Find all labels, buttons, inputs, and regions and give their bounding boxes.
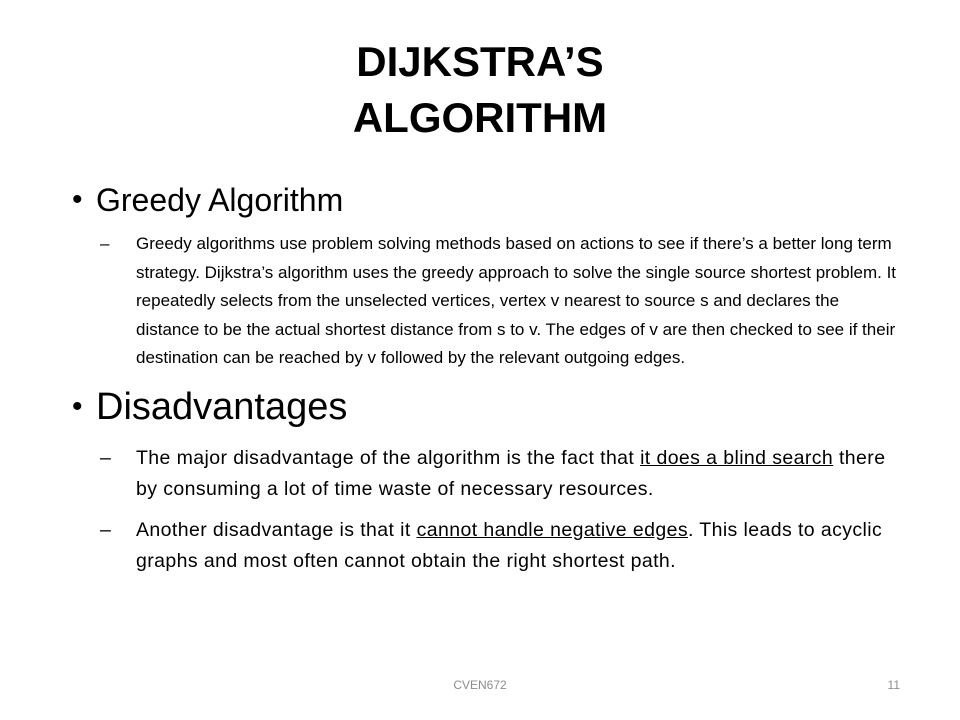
dash-marker: – <box>100 234 110 253</box>
title-line-2: ALGORITHM <box>352 94 608 141</box>
underlined-phrase: it does a blind search <box>640 446 834 469</box>
section-disadvantages <box>72 379 902 577</box>
sub-bullet-text <box>136 515 902 577</box>
section-heading: Disadvantages <box>96 385 348 428</box>
bullet-dot: • <box>72 389 83 423</box>
dash-marker: – <box>100 518 112 541</box>
bullet-disadvantages <box>72 379 902 435</box>
dash-marker: – <box>100 446 112 469</box>
sub-bullet-text <box>136 443 902 505</box>
sub-bullet-greedy-description <box>72 230 902 373</box>
paragraph-text: Greedy algorithms use problem solving methods based on actions to see if there’s a better long term strategy. Dijkstra’s algorithm uses the greedy approach to solve the single source shortest problem. It repeatedly selects from the unselected vertices, vertex v nearest to source s and declares the distance to be the actual shortest distance from s to v. The edges of v are then checked to see if their destination can be reached by v followed by the relevant outgoing edges. <box>136 234 897 367</box>
section-greedy <box>72 172 902 373</box>
bullet-greedy-algorithm <box>72 172 902 228</box>
text-before: Another disadvantage is that it <box>136 518 417 541</box>
bullet-dot: • <box>72 183 83 216</box>
text-before: The major disadvantage of the algorithm is the fact that <box>136 446 641 469</box>
section-heading: Greedy Algorithm <box>96 182 344 218</box>
content-area <box>72 172 902 577</box>
text-after: . This leads to acyclic graphs and most often cannot obtain the right shortest path. <box>136 518 883 572</box>
title-line-1: DIJKSTRA’S <box>356 38 604 85</box>
slide-title <box>0 34 960 146</box>
sub-bullet-blind-search <box>72 443 902 505</box>
page-number: 11 <box>887 678 900 692</box>
footer-course-code: CVEN672 <box>453 678 507 692</box>
underlined-phrase: cannot handle negative edges <box>416 518 688 541</box>
sub-bullet-negative-edges <box>72 515 902 577</box>
text-after: there by consuming a lot of time waste of necessary resources. <box>136 446 886 500</box>
